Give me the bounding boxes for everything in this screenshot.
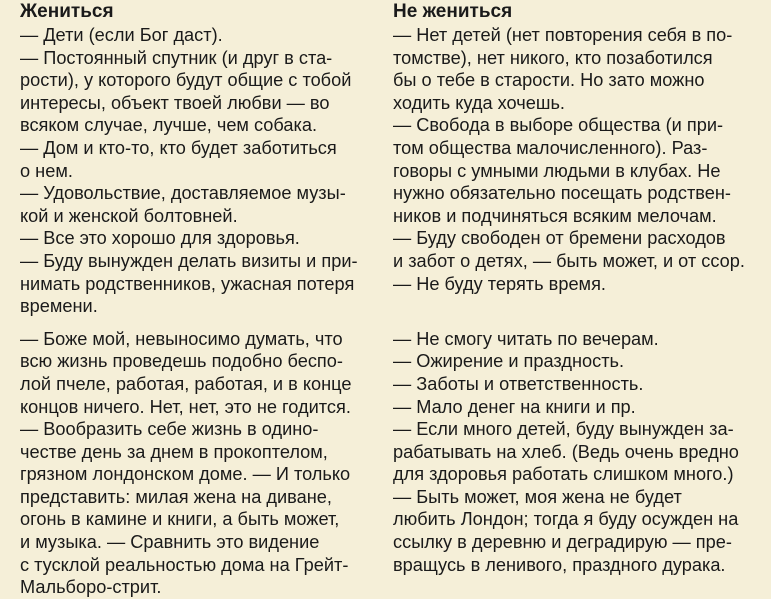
block-gap bbox=[20, 318, 382, 328]
text-line: — Не смогу читать по вечерам. bbox=[393, 328, 659, 349]
text-line: о нем. bbox=[20, 160, 73, 181]
text-line: кой и женской болтовней. bbox=[20, 205, 238, 226]
text-line: — Буду вынужден делать визиты и при- bbox=[20, 250, 358, 271]
text-line: ников и подчиняться всяким мелочам. bbox=[393, 205, 717, 226]
column-marry bbox=[20, 0, 382, 599]
text-line: — Дети (если Бог даст). bbox=[20, 25, 223, 45]
text-line: — Мало денег на книги и пр. bbox=[393, 396, 636, 417]
text-line: ходить куда хочешь. bbox=[393, 92, 565, 113]
column-not-marry bbox=[393, 0, 755, 576]
text-line: любить Лондон; тогда я буду осужден на bbox=[393, 509, 739, 530]
text-line: всю жизнь проведешь подобно беспо- bbox=[20, 351, 343, 372]
blank-line bbox=[393, 295, 755, 318]
text-line: нимать родственников, ужасная потеря bbox=[20, 273, 355, 294]
text-line: томстве), нет никого, кто позаботился bbox=[393, 47, 713, 68]
text-line: — Буду свободен от бремени расходов bbox=[393, 228, 726, 249]
text-line: — Вообразить себе жизнь в одино- bbox=[20, 419, 319, 440]
text-line: бы о тебе в старости. Но зато можно bbox=[393, 70, 705, 91]
text-line: рабатывать на хлеб. (Ведь очень вредно bbox=[393, 441, 739, 462]
text-line: представить: милая жена на диване, bbox=[20, 486, 332, 507]
text-line: — Удовольствие, доставляемое музы- bbox=[20, 183, 346, 204]
text-line: грязном лондонском доме. — И только bbox=[20, 464, 351, 485]
text-line: — Свобода в выборе общества (и при- bbox=[393, 115, 724, 136]
text-line: и музыка. — Сравнить это видение bbox=[20, 532, 320, 553]
text-line: всяком случае, лучше, чем собака. bbox=[20, 115, 318, 136]
text-line: — Постоянный спутник (и друг в ста- bbox=[20, 47, 333, 68]
text-line: — Боже мой, невыносимо думать, что bbox=[20, 328, 343, 349]
text-line: — Не буду терять время. bbox=[393, 273, 606, 294]
text-line: и забот о детях, — быть может, и от ссор. bbox=[393, 250, 745, 271]
column-heading: Жениться bbox=[20, 1, 114, 22]
text-block bbox=[393, 24, 755, 318]
text-line: концов ничего. Нет, нет, это не годится. bbox=[20, 396, 351, 417]
text-line: вращусь в ленивого, праздного дурака. bbox=[393, 554, 726, 575]
text-line: — Если много детей, буду вынужден за- bbox=[393, 419, 734, 440]
text-block bbox=[20, 24, 382, 318]
column-heading: Не жениться bbox=[393, 1, 513, 22]
text-line: честве день за днем в прокоптелом, bbox=[20, 441, 328, 462]
text-line: с тусклой реальностью дома на Грейт- bbox=[20, 554, 349, 575]
text-line: нужно обязательно посещать родствен- bbox=[393, 183, 731, 204]
text-line: огонь в камине и книги, а быть может, bbox=[20, 509, 340, 530]
text-line: интересы, объект твоей любви — во bbox=[20, 92, 330, 113]
text-line: — Быть может, моя жена не будет bbox=[393, 486, 682, 507]
text-line: Мальборо-стрит. bbox=[20, 577, 162, 598]
text-line: — Дом и кто-то, кто будет заботиться bbox=[20, 137, 337, 158]
text-line: времени. bbox=[20, 296, 98, 317]
text-block bbox=[393, 328, 755, 577]
text-line: рости), у которого будут общие с тобой bbox=[20, 70, 352, 91]
block-gap bbox=[393, 318, 755, 328]
text-line: говоры с умными людьми в клубах. Не bbox=[393, 160, 721, 181]
text-line: — Все это хорошо для здоровья. bbox=[20, 228, 300, 249]
text-line: — Нет детей (нет повторения себя в по- bbox=[393, 25, 733, 45]
text-line: — Заботы и ответственность. bbox=[393, 373, 644, 394]
text-line: лой пчеле, работая, работая, и в конце bbox=[20, 373, 352, 394]
text-line: ссылку в деревню и деградирую — пре- bbox=[393, 532, 732, 553]
text-line: — Ожирение и праздность. bbox=[393, 351, 625, 372]
text-line: том общества малочисленного). Раз- bbox=[393, 137, 708, 158]
text-block bbox=[20, 328, 382, 599]
text-line: для здоровья работать слишком много.) bbox=[393, 464, 734, 485]
